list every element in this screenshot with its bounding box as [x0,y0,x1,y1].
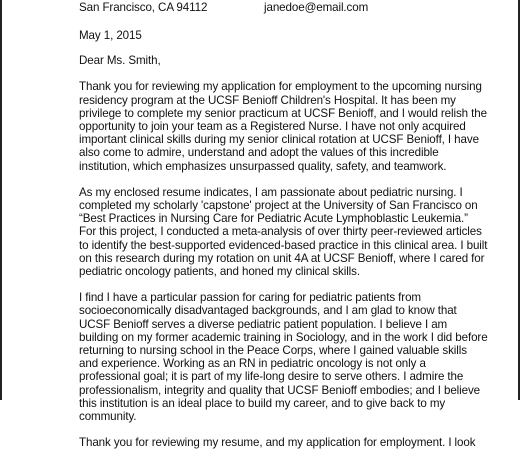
text-line: Thank you for reviewing my resume, and my application for employment. I look [79,436,476,449]
paragraph-3 [79,291,511,423]
text-line: building on my former academic training in Sociology, and in the work I did before [79,330,488,344]
text-line: privilege to complete my senior practicum at UCSF Benioff, and I would relish the [79,106,487,120]
text-line: community. [79,410,137,424]
contact-line [79,1,511,15]
text-line: important clinical skills during my senior clinical rotation at UCSF Benioff, I have [79,133,479,147]
sender-address: San Francisco, CA 94112 [79,1,208,14]
text-line: pediatric oncology patients, and honed my clinical skills. [79,265,360,279]
text-line: Thank you for reviewing my application for employment to the upcoming nursing [79,80,482,94]
text-line: For this project, I conducted a meta-analysis of over thirty peer-reviewed articles [79,225,482,239]
text-line: on this research during my rotation on unit 4A at UCSF Benioff, where I cared for [79,251,485,265]
text-line: and experience. Working as an RN in pediatric oncology is not only a [79,357,426,371]
text-line: institution, which emphasizes unsurpassed quality, safety, and teamwork. [79,159,447,173]
text-line: this institution is an ideal place to build my career, and to give back to my [79,396,446,410]
text-line: professional goal; it is part of my life-long desire to serve others. I admire the [79,370,464,384]
letter-date: May 1, 2015 [79,29,142,42]
cover-letter [79,0,511,449]
paragraph-4 [79,436,511,449]
text-line: professionalism, integrity and quality that UCSF Benioff embodies; and I believe [79,383,481,397]
sender-email: janedoe@email.com [264,1,369,14]
text-line: to identify the best-supported evidenced-based practice in this clinical area. I built [79,238,488,252]
text-line: opportunity to join your team as a Registered Nurse. I have not only acquired [79,120,466,134]
text-line: I find I have a particular passion for caring for pediatric patients from [79,291,421,305]
paragraph-1 [79,80,511,172]
text-line: residency program at the UCSF Benioff Children's Hospital. It has been my [79,93,456,107]
text-line: returning to nursing school in the Peace Corps, where I gained valuable skills [79,344,467,358]
text-line: completed my scholarly 'capstone' project at the University of San Francisco on [79,199,478,213]
text-line: “Best Practices in Nursing Care for Pediatric Acute Lymphoblastic Leukemia.” [79,212,468,226]
paragraph-2 [79,186,511,278]
text-line: also come to admire, understand and adopt the values of this incredible [79,146,439,160]
text-line: As my enclosed resume indicates, I am passionate about pediatric nursing. I [79,185,463,199]
salutation: Dear Ms. Smith, [79,54,161,68]
page-border-left [0,0,2,400]
text-line: UCSF Benioff serves a diverse pediatric patient population. I believe I am [79,317,448,331]
text-line: socioeconomically disadvantaged backgrounds, and I am glad to know that [79,304,457,318]
